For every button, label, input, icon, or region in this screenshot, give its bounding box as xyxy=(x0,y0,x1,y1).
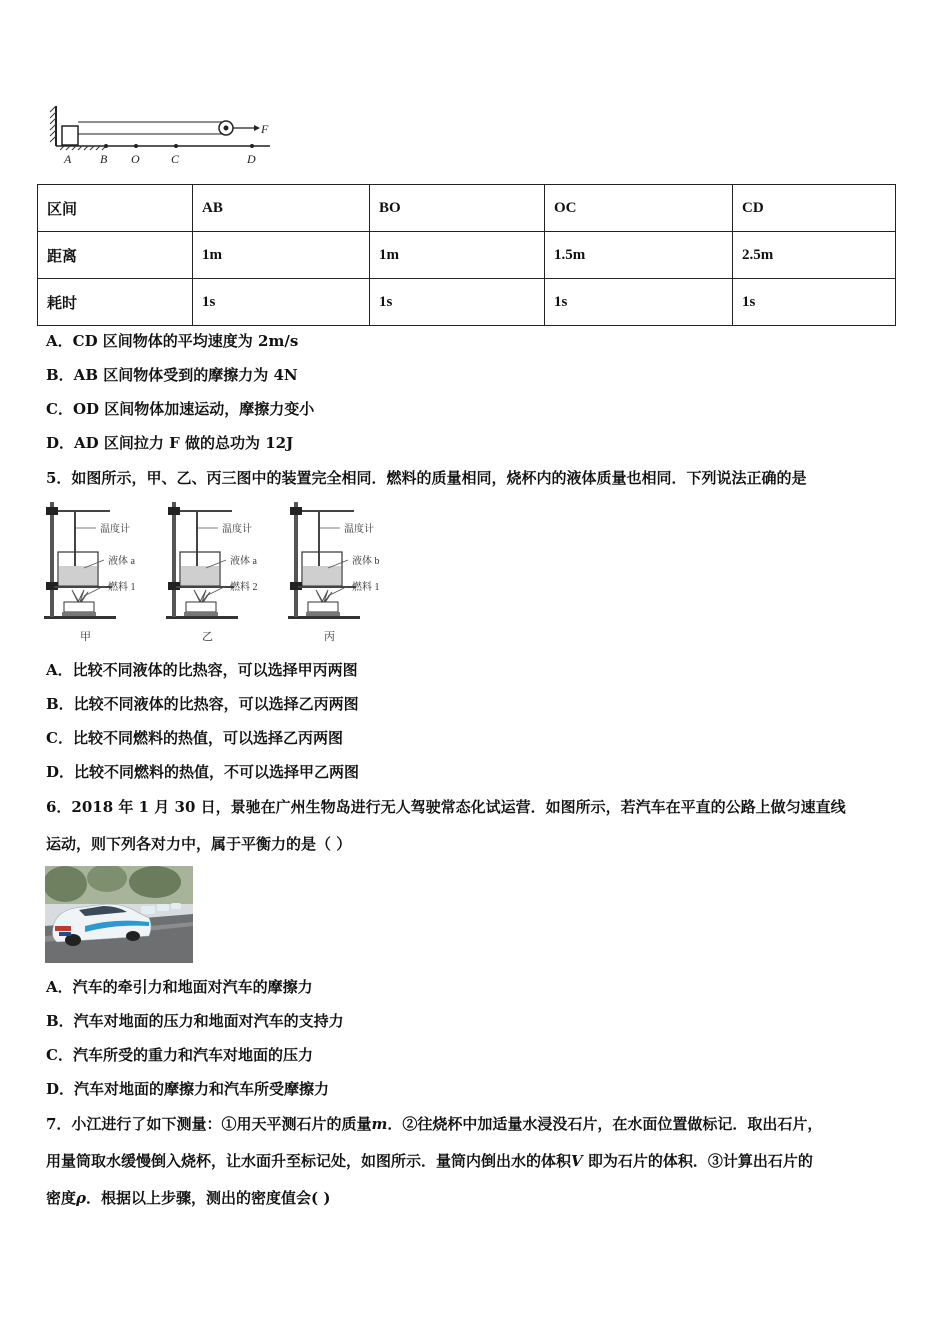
label-f: F xyxy=(261,122,269,136)
q6-option-c: C．汽车所受的重力和汽车对地面的压力 xyxy=(46,1046,313,1064)
table-cell: 1m xyxy=(370,232,545,279)
q7-line2 xyxy=(46,1150,813,1171)
table-cell: 区间 xyxy=(38,185,193,232)
q7-density-symbol: ρ xyxy=(76,1189,86,1207)
table-cell: CD xyxy=(733,185,896,232)
q7-line3 xyxy=(46,1187,330,1208)
table-cell: BO xyxy=(370,185,545,232)
q7-line2-b: 即为石片的体积．③计算出石片的 xyxy=(582,1152,813,1170)
force-diagram xyxy=(48,104,278,170)
q5-stem: 5．如图所示，甲、乙、丙三图中的装置完全相同．燃料的质量相同，烧杯内的液体质量也相同．下列说法正确的是 xyxy=(46,469,807,487)
autonomous-car-photo xyxy=(45,866,193,963)
fig2-caption: 乙 xyxy=(202,631,213,643)
q7-line1-a: 7．小江进行了如下测量：①用天平测石片的质量 xyxy=(46,1115,372,1133)
q5-option-c: C．比较不同燃料的热值，可以选择乙丙两图 xyxy=(46,729,343,747)
label-a: A xyxy=(64,152,72,166)
fig3-caption: 丙 xyxy=(324,631,335,643)
table-row xyxy=(38,185,896,232)
fig3-fuel-label: 燃料 1 xyxy=(352,582,380,593)
q6-stem-line2: 运动，则下列各对力中，属于平衡力的是（ ） xyxy=(46,835,352,853)
fig2-thermometer-label: 温度计 xyxy=(222,524,252,535)
q7-mass-symbol: m xyxy=(371,1115,388,1133)
q7-line1 xyxy=(46,1113,822,1134)
fig1-caption: 甲 xyxy=(80,631,91,643)
q4-option-b: B．AB 区间物体受到的摩擦力为 4N xyxy=(46,366,298,384)
heating-apparatus-figures xyxy=(44,498,404,646)
table-row xyxy=(38,279,896,326)
label-o: O xyxy=(131,152,140,166)
q7-line1-b: ．②往烧杯中加适量水浸没石片，在水面位置做标记．取出石片， xyxy=(387,1115,823,1133)
table-cell: 距离 xyxy=(38,232,193,279)
fig1-liquid-label: 液体 a xyxy=(108,556,135,567)
table-cell: OC xyxy=(545,185,733,232)
table-cell: 耗时 xyxy=(38,279,193,326)
q5-option-a: A．比较不同液体的比热容，可以选择甲丙两图 xyxy=(46,661,358,679)
fig3-thermometer-label: 温度计 xyxy=(344,524,374,535)
table-cell: 1s xyxy=(545,279,733,326)
q5-option-d: D．比较不同燃料的热值，不可以选择甲乙两图 xyxy=(46,763,360,781)
table-cell: 2.5m xyxy=(733,232,896,279)
fig2-liquid-label: 液体 a xyxy=(230,556,257,567)
table-cell: AB xyxy=(193,185,370,232)
table-cell: 1s xyxy=(370,279,545,326)
q6-option-d: D．汽车对地面的摩擦力和汽车所受摩擦力 xyxy=(46,1080,330,1098)
q6-option-a: A．汽车的牵引力和地面对汽车的摩擦力 xyxy=(46,978,313,996)
q4-option-d: D．AD 区间拉力 F 做的总功为 12J xyxy=(46,434,294,452)
table-cell: 1s xyxy=(193,279,370,326)
table-row xyxy=(38,232,896,279)
label-d: D xyxy=(247,152,256,166)
table-cell: 1s xyxy=(733,279,896,326)
fig1-fuel-label: 燃料 1 xyxy=(108,582,136,593)
q6-stem-line1: 6．2018 年 1 月 30 日，景驰在广州生物岛进行无人驾驶常态化试运营．如图所示，若汽车在平直的公路上做匀速直线 xyxy=(46,798,846,816)
q4-option-a: A．CD 区间物体的平均速度为 2m/s xyxy=(46,332,299,350)
q5-option-b: B．比较不同液体的比热容，可以选择乙丙两图 xyxy=(46,695,359,713)
q6-option-b: B．汽车对地面的压力和地面对汽车的支持力 xyxy=(46,1012,344,1030)
q7-volume-symbol: V xyxy=(571,1152,583,1170)
interval-table xyxy=(37,184,896,326)
table-cell: 1.5m xyxy=(545,232,733,279)
label-c: C xyxy=(171,152,180,166)
label-b: B xyxy=(100,152,108,166)
fig2-fuel-label: 燃料 2 xyxy=(230,582,258,593)
q7-line2-a: 用量筒取水缓慢倒入烧杯，让水面升至标记处，如图所示．量筒内倒出水的体积 xyxy=(46,1152,572,1170)
q7-line3-a: 密度 xyxy=(46,1189,77,1207)
table-cell: 1m xyxy=(193,232,370,279)
q7-line3-b: ．根据以上步骤，测出的密度值会( ) xyxy=(86,1189,331,1207)
fig3-liquid-label: 液体 b xyxy=(352,556,380,567)
fig1-thermometer-label: 温度计 xyxy=(100,524,130,535)
q4-option-c: C．OD 区间物体加速运动，摩擦力变小 xyxy=(46,400,315,418)
